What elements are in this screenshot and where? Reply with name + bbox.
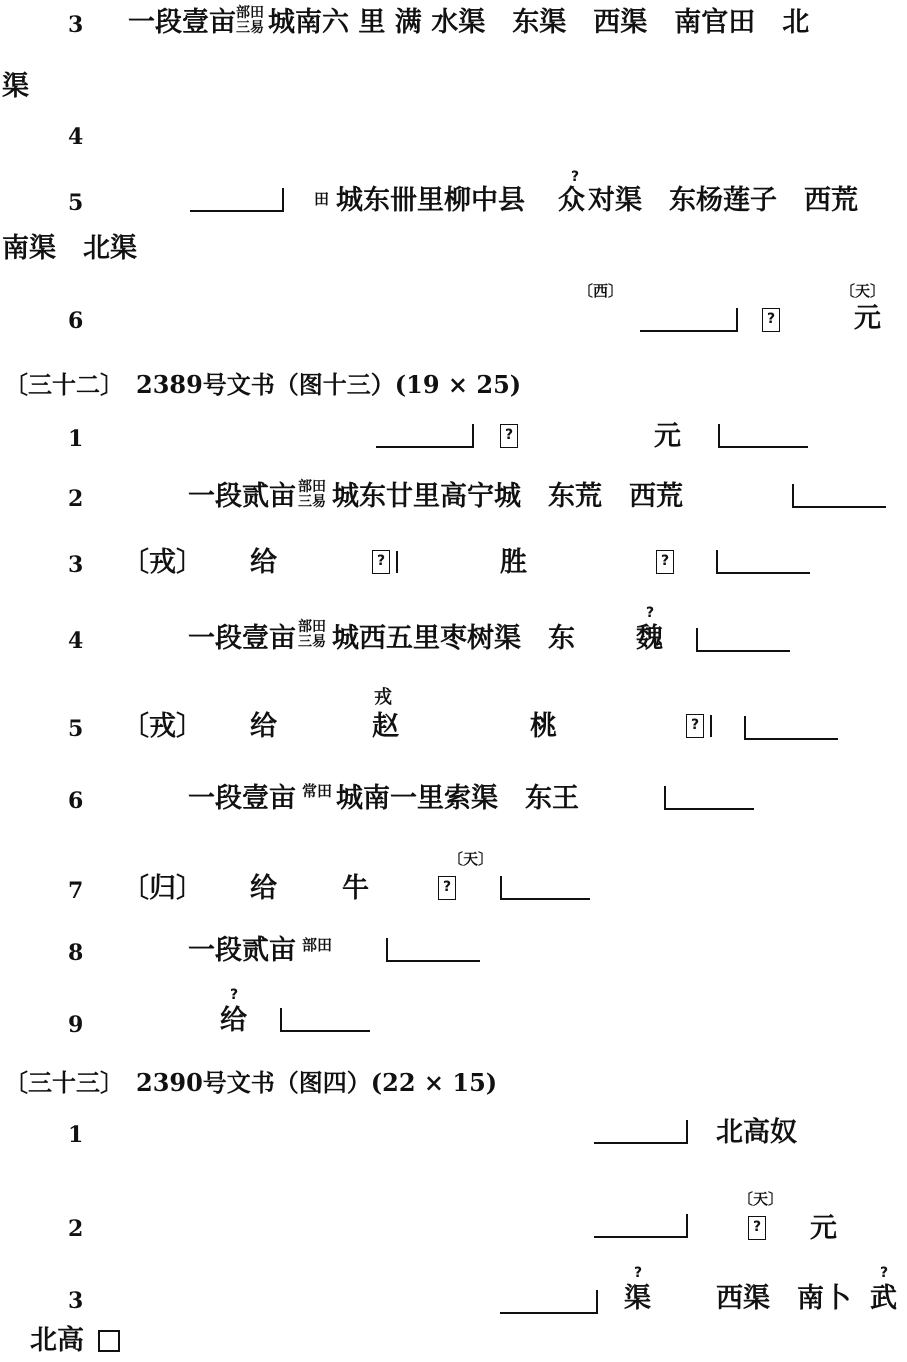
illegible-char-box: ? <box>372 550 390 574</box>
lacuna <box>640 308 738 332</box>
doc-text: 给 <box>250 873 277 904</box>
lacuna <box>744 716 838 740</box>
annotation: 部田 <box>302 936 333 954</box>
lacuna <box>386 938 480 962</box>
line-number: 1 <box>68 1122 84 1148</box>
annotation-top: 部田 <box>298 479 326 495</box>
doc-text: 一段贰亩 <box>188 935 296 966</box>
doc-text: 渠 <box>624 1283 651 1314</box>
doc-text: 赵 <box>372 711 399 742</box>
line-number: 4 <box>68 124 84 150</box>
doc-text: 渠 <box>2 71 29 102</box>
line-number: 3 <box>68 12 84 38</box>
line-number: 5 <box>68 190 84 216</box>
doc-text: 众 <box>558 185 585 216</box>
lacuna <box>594 1120 688 1144</box>
line-number: 2 <box>68 486 84 512</box>
doc-text: 武 <box>870 1283 897 1314</box>
doc-text: 〔戎〕 <box>122 711 203 742</box>
lacuna <box>376 424 474 448</box>
lacuna <box>664 786 754 810</box>
illegible-char-box: ? <box>438 876 456 900</box>
section-heading: 〔三十二〕 2389号文书（图十三）(19 × 25) <box>4 370 522 399</box>
doc-text: 给 <box>250 547 277 578</box>
doc-text: 城南一里索渠 东王 <box>336 783 579 814</box>
annotation: 戎 <box>374 687 392 708</box>
line-number: 2 <box>68 1216 84 1242</box>
uncertain-mark: ? <box>646 605 655 621</box>
line-number: 1 <box>68 426 84 452</box>
lacuna <box>190 188 284 212</box>
doc-text: 〔归〕 <box>122 873 203 904</box>
annotation-stack <box>298 620 326 650</box>
illegible-char-box: ? <box>748 1216 766 1240</box>
annotation: 〔西〕 <box>578 282 624 300</box>
doc-text: 一段壹亩 <box>188 783 296 814</box>
doc-text: 对渠 东杨莲子 西荒 <box>588 185 858 216</box>
doc-text: 南渠 北渠 <box>2 233 137 264</box>
annotation: 〔天〕 <box>738 1190 784 1208</box>
annotation: 〔天〕 <box>448 850 494 868</box>
line-number: 3 <box>68 552 84 578</box>
line-number: 4 <box>68 628 84 654</box>
uncertain-mark: ? <box>634 1265 643 1281</box>
illegible-char-box: ? <box>656 550 674 574</box>
annotation-stack <box>298 480 326 510</box>
uncertain-mark: ? <box>230 987 239 1003</box>
doc-text: 一段贰亩 <box>188 481 296 512</box>
doc-text: 牛 <box>342 873 369 904</box>
section-heading: 〔三十三〕 2390号文书（图四）(22 × 15) <box>4 1068 498 1097</box>
uncertain-mark: ? <box>571 169 580 185</box>
doc-text: 胜 <box>500 547 527 578</box>
annotation: 常田 <box>302 782 333 800</box>
annotation-top: 部田 <box>298 619 326 635</box>
lacuna <box>594 1214 688 1238</box>
line-number: 7 <box>68 878 84 904</box>
lacuna <box>280 1008 370 1032</box>
line-number: 9 <box>68 1012 84 1038</box>
line-number: 3 <box>68 1288 84 1314</box>
doc-text: 北高 <box>30 1325 84 1356</box>
line-number: 6 <box>68 308 84 334</box>
doc-text: 给 <box>250 711 277 742</box>
doc-text: 元 <box>854 303 881 334</box>
lacuna <box>696 628 790 652</box>
doc-text: 元 <box>654 421 681 452</box>
illegible-char-box: ? <box>762 308 780 332</box>
doc-text: 城西五里枣树渠 东 <box>332 623 575 654</box>
annotation-stack <box>236 6 264 36</box>
annotation-bottom: 三易 <box>298 494 326 510</box>
doc-text: 田 <box>314 190 330 208</box>
illegible-char-box: ? <box>500 424 518 448</box>
missing-char-square <box>98 1330 120 1352</box>
lacuna <box>716 550 810 574</box>
doc-text: 西渠 南卜 <box>716 1283 851 1314</box>
doc-text: 城东廿里高宁城 东荒 西荒 <box>332 481 683 512</box>
uncertain-mark: ? <box>880 1265 889 1281</box>
line-number: 5 <box>68 716 84 742</box>
doc-text: 魏 <box>636 623 663 654</box>
illegible-char-box: ? <box>686 714 704 738</box>
doc-text: 桃 <box>530 711 557 742</box>
annotation-bottom: 三易 <box>298 634 326 650</box>
annotation: 〔天〕 <box>840 282 886 300</box>
line-number: 6 <box>68 788 84 814</box>
doc-text: 城东卌里柳中县 <box>336 185 525 216</box>
lacuna <box>718 424 808 448</box>
doc-text: 北高奴 <box>716 1117 797 1148</box>
line-number: 8 <box>68 940 84 966</box>
doc-text: 给 <box>220 1005 247 1036</box>
annotation-top: 部田 <box>236 5 264 21</box>
annotation-bottom: 三易 <box>236 20 264 36</box>
lacuna <box>500 876 590 900</box>
lacuna <box>500 1290 598 1314</box>
doc-text: 元 <box>810 1213 837 1244</box>
doc-text: 〔戎〕 <box>122 547 203 578</box>
doc-text: 城南六 里 满 水渠 东渠 西渠 南官田 北 <box>268 7 810 38</box>
doc-text: 一段壹亩 <box>128 7 236 38</box>
doc-text: 一段壹亩 <box>188 623 296 654</box>
lacuna <box>792 484 886 508</box>
